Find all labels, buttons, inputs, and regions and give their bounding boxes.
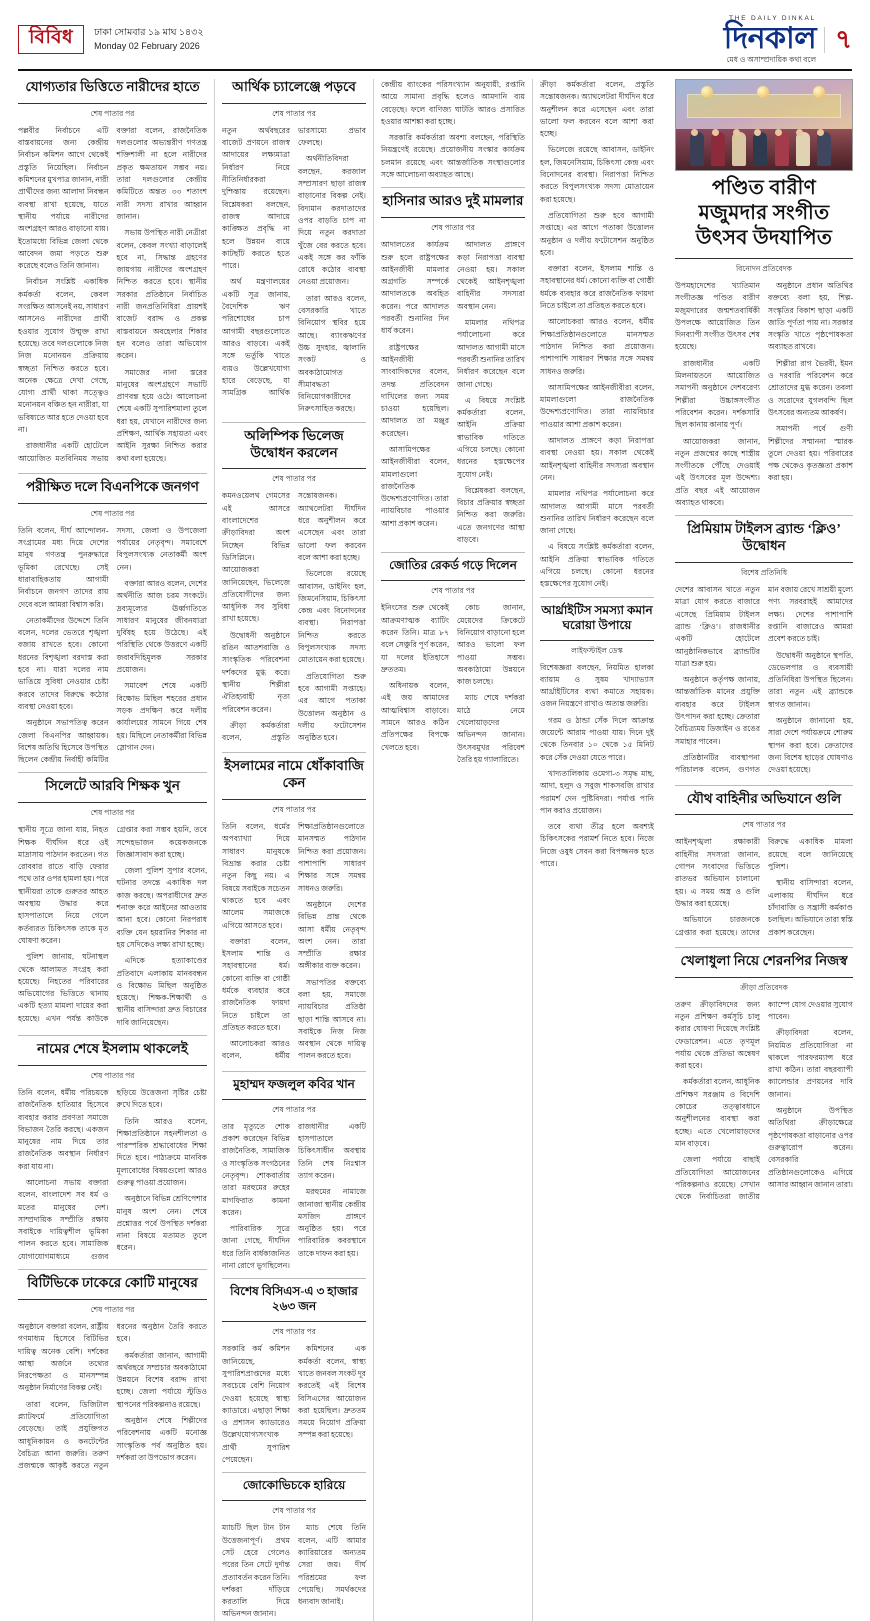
paragraph: পল্লবীর নির্বাচনে এটি বাস্তবায়নের জন্য কেন্দ্রীয় নির্বাচন কমিশন আগে থেকেই প্রস্তুতি নিয়েছিল। নির্বাচন কমিশনের মুখপাত্র জানান, নারী প্রার্থীদের জন্য আলাদা নিবন্ধন ব্যবস্থা রাখা হয়েছে, যাতে স্থানীয় পর্যায়ে নারীদের অংশগ্রহণ আরও বাড়ানো যায়। ইতোমধ্যে বিভিন্ন জেলা থেকে আবেদন জমা পড়তে শুরু করেছে বলেও তিনি জানান। bbox=[18, 125, 109, 271]
paragraph: নতুন অর্থবছরের বাজেট প্রণয়নে রাজস্ব আদায়ের লক্ষ্যমাত্রা নির্ধারণ নিয়ে নীতিনির্ধারকরা দুশ্চিন্তায় রয়েছেন। বিশ্লেষকরা বলছেন, রাজস্ব আদায়ে কাঙ্ক্ষিত প্রবৃদ্ধি না হলে উন্নয়ন ব্যয়ে কাটছাঁট করতে হতে পারে। bbox=[222, 125, 290, 271]
stage-light-icon bbox=[757, 86, 769, 98]
column-1 bbox=[18, 79, 214, 1621]
masthead bbox=[18, 16, 852, 71]
article-financial-challenge bbox=[222, 79, 366, 416]
article-body bbox=[222, 1343, 366, 1466]
divider bbox=[222, 1099, 366, 1100]
headline: আর্থিক চ্যালেঞ্জে পড়বে bbox=[232, 79, 356, 94]
paragraph: অনুষ্ঠানে প্রধান অতিথির বক্তব্যে বলা হয়, শিল্প-সংস্কৃতির বিকাশ ছাড়া একটি জাতি পূর্ণতা পায় না। সরকার সংস্কৃতি খাতে পৃষ্ঠপোষকতা অব্যাহত রাখবে। bbox=[768, 281, 853, 352]
paragraph: তিনি বলেন, দীর্ঘ আন্দোলন-সংগ্রামের মধ্য দিয়ে দেশের মানুষ গণতন্ত্র পুনরুদ্ধারে ভূমিকা রেখেছে। সেই ধারাবাহিকতায় আগামী নির্বাচনে জনগণ তাদের রায় দেবে বলে আমরা বিশ্বাস করি। bbox=[18, 525, 109, 609]
paragraph: সভায় উপস্থিত নারী নেত্রীরা বলেন, কেবল সংখ্যা বাড়ালেই হবে না, সিদ্ধান্ত গ্রহণের জায়গায় নারীদের অংশগ্রহণ নিশ্চিত করতে হবে। স্থানীয় সরকার প্রতিষ্ঠানে নির্বাচিত নারী জনপ্রতিনিধিরা প্রায়শই বাজেট বরাদ্দ ও প্রকল্প বাস্তবায়নে অবহেলার শিকার হন বলেও তারা অভিযোগ করেন। bbox=[116, 228, 207, 361]
festival-photo bbox=[675, 79, 853, 171]
paragraph: আদালতের কার্যক্রম শুরু হলে রাষ্ট্রপক্ষের আইনজীবী মামলার অগ্রগতি সম্পর্কে আদালতকে অবহিত করেন। পরে আদালত পরবর্তী শুনানির দিন ধার্য করেন। bbox=[381, 240, 449, 336]
article-islam-name bbox=[18, 1035, 207, 1263]
paragraph: ম্যাচ শেষে দর্শকরা মাঠে নেমে খেলোয়াড়দের অভিনন্দন জানান। উৎসবমুখর পরিবেশ তৈরি হয় গ্যালারিতে। bbox=[457, 693, 525, 764]
article-jyoti-record bbox=[381, 552, 525, 766]
paragraph: বক্তারা আরও বলেন, দেশের অর্থনীতি আজ চরম সংকটে। দ্রব্যমূল্যের ঊর্ধ্বগতিতে সাধারণ মানুষের জীবনযাত্রা দুর্বিষহ হয়ে উঠেছে। এই পরিস্থিতি থেকে উত্তরণে একটি জবাবদিহিমূলক সরকার প্রয়োজন। bbox=[116, 578, 207, 675]
byline: শেষ পাতার পর bbox=[272, 805, 316, 815]
paragraph: অভিযানে চারজনকে গ্রেপ্তার করা হয়েছে। তাদের বিরুদ্ধে একাধিক মামলা রয়েছে বলে জানিয়েছে পুলিশ। bbox=[675, 837, 853, 937]
paragraph: প্রতিষ্ঠানটির ব্যবস্থাপনা পরিচালক বলেন, গুণগত মান বজায় রেখে সাশ্রয়ী মূল্যে পণ্য সরবরাহই আমাদের লক্ষ্য। দেশের পাশাপাশি রপ্তানি বাজারেও আমরা প্রবেশ করতে চাই। bbox=[675, 585, 853, 775]
paragraph: কেন্দ্রীয় ব্যাংকের পরিসংখ্যান অনুযায়ী, রপ্তানি আয়ে সামান্য প্রবৃদ্ধি হলেও আমদানি ব্যয় বেড়েছে। ফলে বাণিজ্য ঘাটতি আরও প্রসারিত হওয়ার আশঙ্কা করা হচ্ছে। bbox=[381, 80, 525, 126]
divider bbox=[381, 217, 525, 218]
paragraph: অনুষ্ঠানে সভাপতিত্ব করেন জেলা বিএনপির আহ্বায়ক। বিশেষ অতিথি হিসেবে উপস্থিত ছিলেন কেন্দ্রীয় নির্বাহী কমিটির সদস্য, জেলা ও উপজেলা পর্যায়ের নেতৃবৃন্দ। সমাবেশে বিপুলসংখ্যক নেতাকর্মী অংশ নেন। bbox=[18, 525, 207, 765]
article-women-rights bbox=[18, 79, 207, 467]
paragraph: শিল্পীরা রাগ ভৈরবী, ইমন ও দরবারি পরিবেশন করে শ্রোতাদের মুগ্ধ করেন। তবলা ও সরোদের যুগলবন্দি ছিল উৎসবের অন্যতম আকর্ষণ। bbox=[768, 358, 853, 417]
byline: শেষ পাতার পর bbox=[272, 474, 316, 484]
paragraph: রাজধানীর একটি হোটেলে আয়োজিত মতবিনিময় সভায় বক্তারা বলেন, রাজনৈতিক দলগুলোর অভ্যন্তরীণ গণতন্ত্র শক্তিশালী না হলে নারীদের প্রকৃত ক্ষমতায়ন সম্ভব নয়। তারা দলগুলোর কেন্দ্রীয় কমিটিতে অন্তত ৩৩ শতাংশ নারী সদস্য রাখার আহ্বান জানান। bbox=[18, 125, 207, 463]
paragraph: তিনি বলেন, ধর্মের অপব্যাখ্যা দিয়ে সাধারণ মানুষকে বিভ্রান্ত করার চেষ্টা নতুন কিছু নয়। এ বিষয়ে সবাইকে সচেতন থাকতে হবে এবং আলেম সমাজকে এগিয়ে আসতে হবে। bbox=[222, 822, 290, 930]
divider bbox=[540, 640, 654, 641]
paragraph: অর্থ মন্ত্রণালয়ের একটি সূত্র জানায়, বৈদেশিক ঋণ পরিশোধের চাপ আগামী বছরগুলোতে আরও বাড়বে। একই সঙ্গে ভর্তুকি খাতে ব্যয়ও উল্লেখযোগ্য হারে বেড়েছে, যা সামগ্রিক আর্থিক ভারসাম্যে প্রভাব ফেলছে। bbox=[222, 125, 366, 398]
article-bnp bbox=[18, 473, 207, 767]
article-body bbox=[675, 999, 853, 1204]
masthead-dates bbox=[94, 26, 203, 54]
article-body bbox=[222, 1121, 366, 1273]
article-body bbox=[222, 490, 366, 746]
paragraph: কমিশনের এক কর্মকর্তা বলেন, স্বাস্থ্য খাতে জনবল সংকট দূর করতেই এই বিশেষ বিসিএসের আয়োজন করা হয়েছিল। দ্রুততম সময়ে নিয়োগ প্রক্রিয়া সম্পন্ন করা হয়েছে। bbox=[298, 1344, 366, 1440]
divider bbox=[18, 503, 207, 504]
byline: শেষ পাতার পর bbox=[431, 223, 475, 233]
byline: শেষ পাতার পর bbox=[742, 820, 786, 830]
article-body bbox=[222, 1522, 366, 1620]
column-5 bbox=[667, 79, 853, 1621]
column-4 bbox=[533, 79, 661, 1621]
paragraph: অনুষ্ঠানে জানানো হয়, সারা দেশে পর্যায়ক্রমে শোরুম স্থাপন করা হবে। ক্রেতাদের জন্য বিশেষ ছাড়ের ঘোষণাও দেওয়া হয়েছে। bbox=[768, 716, 853, 775]
paragraph: তবে ব্যথা তীব্র হলে অবশ্যই চিকিৎসকের পরামর্শ নিতে হবে। নিজে নিজে ওষুধ সেবন করা বিপজ্জনক হতে পারে। bbox=[540, 822, 654, 869]
headline: নামের শেষে ইসলাম থাকলেই bbox=[37, 1041, 188, 1057]
divider bbox=[222, 103, 366, 104]
article-hasina-cases bbox=[381, 187, 525, 546]
paragraph: সরকারি কর্ম কমিশন জানিয়েছে, সুপারিশপ্রাপ্তদের মধ্যে সবচেয়ে বেশি নিয়োগ দেওয়া হয়েছে স্বাস্থ্য ক্যাডারে। এছাড়া শিক্ষা ও প্রশাসন ক্যাডারেও উল্লেখযোগ্যসংখ্যক প্রার্থী সুপারিশ পেয়েছেন। bbox=[222, 1344, 290, 1465]
byline: শেষ পাতার পর bbox=[431, 586, 475, 596]
divider bbox=[222, 1500, 366, 1501]
headline: বিটিভিকে ঢাকেরে কোটি মানুষের bbox=[27, 1275, 198, 1291]
paragraph: মামলার নথিপত্র পর্যালোচনা করে আদালত আগামী মাসে পরবর্তী শুনানির তারিখ নির্ধারণ করেছেন বলে জানা গেছে। bbox=[457, 318, 526, 389]
person-figure bbox=[817, 132, 831, 166]
headline: হাসিনার আরও দুই মামলার bbox=[382, 193, 524, 209]
article-body bbox=[18, 1321, 207, 1473]
paragraph: নির্বাচন সংশ্লিষ্ট একাধিক কর্মকর্তা বলেন, কেবল সংরক্ষিত আসনেই নয়, সাধারণ আসনেও নারীদের প্রার্থী হওয়ার সুযোগ উন্মুক্ত রাখা হয়েছে। তবে দলগুলোকে নিজ নিজ মনোনয়ন প্রক্রিয়ায় স্বচ্ছতা নিশ্চিত করতে হবে। অনেক ক্ষেত্রে দেখা গেছে, যোগ্য প্রার্থী থাকা সত্ত্বেও মনোনয়ন বঞ্চিত হন নারীরা, যা ভবিষ্যতে আর হতে দেওয়া হবে না। bbox=[18, 277, 109, 434]
paragraph: অধিনায়ক বলেন, এই জয় আমাদের আত্মবিশ্বাস বাড়াবে। সামনে আরও কঠিন প্রতিপক্ষের বিপক্ষে খেলতে হবে। bbox=[381, 681, 449, 752]
article-body bbox=[222, 125, 366, 416]
article-body bbox=[381, 602, 525, 766]
divider bbox=[381, 552, 525, 553]
date-bengali: ঢাকা সোমবার ১৯ মাঘ ১৪৩২ bbox=[94, 27, 204, 38]
paragraph: তরুণ ক্রীড়াবিদদের জন্য নতুন প্রশিক্ষণ কর্মসূচি চালু করার ঘোষণা দিয়েছে সংশ্লিষ্ট ফেডারেশন। এতে তৃণমূল পর্যায় থেকে প্রতিভা অন্বেষণ করা হবে। bbox=[675, 999, 760, 1071]
paragraph: জেলা পুলিশ সুপার বলেন, ঘটনার তদন্তে একাধিক দল কাজ করছে। অপরাধীদের দ্রুত শনাক্ত করে আইনের আওতায় আনা হবে। কোনো নিরপরাধ ব্যক্তি যেন হয়রানির শিকার না হয় সেদিকেও লক্ষ্য রাখা হচ্ছে। bbox=[116, 866, 207, 949]
paragraph: আয়োজকরা জানান, নতুন প্রজন্মের কাছে শাস্ত্রীয় সংগীতকে পৌঁছে দেওয়াই এই উৎসবের মূল উদ্দেশ্য। প্রতি বছর এই আয়োজন অব্যাহত থাকবে। bbox=[675, 436, 760, 508]
divider bbox=[222, 1321, 366, 1322]
stage-light-icon bbox=[701, 86, 713, 98]
divider bbox=[675, 258, 853, 259]
paragraph: ইনিংসের শুরু থেকেই আক্রমণাত্মক ব্যাটিং করেন তিনি। মাত্র ৮৭ বলে সেঞ্চুরি পূর্ণ করেন, যা দলের ইতিহাসে দ্রুততম। bbox=[381, 603, 449, 674]
paragraph: অর্থনীতিবিদরা বলছেন, করজাল সম্প্রসারণ ছাড়া রাজস্ব বাড়ানোর বিকল্প নেই। বিদ্যমান করদাতাদের ওপর বাড়তি চাপ না দিয়ে নতুন করদাতা খুঁজে বের করতে হবে। একই সঙ্গে কর ফাঁকি রোধে কঠোর ব্যবস্থা নেওয়া প্রয়োজন। bbox=[298, 154, 366, 287]
paragraph: এ বিষয়ে সংশ্লিষ্ট কর্মকর্তারা বলেন, আইনি প্রক্রিয়া স্বাভাবিক গতিতে এগিয়ে চলছে। কোনো ধরনের হস্তক্ষেপের সুযোগ নেই। bbox=[540, 542, 654, 589]
divider bbox=[18, 103, 207, 104]
brand-block bbox=[724, 16, 816, 63]
photo-feature-headline: পণ্ডিত বারীণ মজুমদার সংগীত উৎসব উদযাপিত bbox=[695, 177, 833, 249]
divider bbox=[675, 947, 853, 948]
divider bbox=[675, 515, 853, 516]
paragraph: আলোচনা সভায় বক্তারা বলেন, বাংলাদেশ সব ধর্ম ও মতের মানুষের দেশ। সাম্প্রদায়িক সম্প্রীতি রক্ষায় সবাইকে দায়িত্বশীল ভূমিকা পালন করতে হবে। সামাজিক যোগাযোগমাধ্যমে গুজব ছড়িয়ে উত্তেজনা সৃষ্টির চেষ্টা রুখে দিতে হবে। bbox=[18, 1087, 207, 1261]
paragraph: কোচ জানান, মেয়েদের ক্রিকেটে বিনিয়োগ বাড়ানো হলে আরও ভালো ফল পাওয়া সম্ভব। অবকাঠামো উন্নয়নে কাজ চলছে। bbox=[457, 603, 525, 687]
headline: আর্থ্রাইটিস সমস্যা কমান ঘরোয়া উপায়ে bbox=[541, 602, 653, 632]
divider bbox=[381, 187, 525, 188]
paragraph: ক্রীড়া কর্মকর্তারা বলেন, প্রস্তুতি সন্তোষজনক। অ্যাথলেটরা দীর্ঘদিন ধরে অনুশীলন করে এসেছেন এবং তারা ভালো ফল করবেন বলে আশা করা হচ্ছে। bbox=[540, 80, 654, 139]
paragraph: ভিলেজে রয়েছে আবাসন, ডাইনিং হল, জিমনেসিয়াম, চিকিৎসা কেন্দ্র এবং বিনোদনের ব্যবস্থা। নিরাপত্তা নিশ্চিত করতে বিপুলসংখ্যক সদস্য মোতায়েন করা হয়েছে। bbox=[298, 569, 366, 665]
byline: লাইফস্টাইল ডেস্ক bbox=[571, 645, 623, 655]
article-body bbox=[381, 239, 525, 546]
byline: শেষ পাতার পর bbox=[272, 108, 316, 118]
brand-kicker: THE DAILY DINKAL bbox=[729, 15, 817, 22]
paragraph: পুলিশ জানায়, ঘটনাস্থল থেকে আলামত সংগ্রহ করা হয়েছে। নিহতের পরিবারের অভিযোগের ভিত্তিতে থানায় একটি হত্যা মামলা দায়ের করা হয়েছে। এখন পর্যন্ত কাউকে গ্রেপ্তার করা সম্ভব হয়নি, তবে সন্দেহভাজন কয়েকজনকে জিজ্ঞাসাবাদ করা হচ্ছে। bbox=[18, 825, 207, 1023]
byline: বিনোদন প্রতিবেদক bbox=[735, 264, 793, 273]
divider bbox=[540, 597, 654, 598]
paragraph: রাজধানীর একটি মিলনায়তনে আয়োজিত সমাপনী অনুষ্ঠানে দেশবরেণ্য শিল্পীরা উচ্চাঙ্গসংগীত পরিবেশন করেন। দর্শকসারি ছিল কানায় কানায় পূর্ণ। bbox=[675, 358, 760, 430]
paragraph: মরহুমের নামাজে জানাজা স্থানীয় কেন্দ্রীয় মসজিদ প্রাঙ্গণে অনুষ্ঠিত হয়। পরে পারিবারিক কবরস্থানে তাকে দাফন করা হয়। bbox=[298, 1187, 366, 1258]
paragraph: সভাপতির বক্তব্যে বলা হয়, সমাজে ন্যায়বিচার প্রতিষ্ঠা ছাড়া শান্তি আসবে না। সবাইকে নিজ নিজ অবস্থান থেকে দায়িত্ব পালন করতে হবে। bbox=[298, 977, 366, 1061]
divider bbox=[18, 1269, 207, 1270]
paragraph: তারা বলেন, ডিজিটাল প্ল্যাটফর্মে প্রতিযোগিতা বেড়েছে। তাই প্রযুক্তিগত আধুনিকায়ন ও কনটেন্টের বৈচিত্র্য আনা জরুরি। তরুণ প্রজন্মকে আকৃষ্ট করতে নতুন ধরনের অনুষ্ঠান তৈরি করতে হবে। bbox=[18, 1321, 207, 1471]
paragraph: আলোচকরা আরও বলেন, ধর্মীয় শিক্ষাপ্রতিষ্ঠানগুলোতে মানসম্মত পাঠদান নিশ্চিত করা প্রয়োজন। পাশাপাশি সাধারণ শিক্ষার সঙ্গে সমন্বয় সাধনও জরুরি। bbox=[540, 317, 654, 376]
divider bbox=[675, 562, 853, 563]
paragraph: স্থানীয় বাসিন্দারা বলেন, এলাকায় দীর্ঘদিন ধরে চাঁদাবাজি ও সন্ত্রাসী কর্মকাণ্ড চলছিল। অভিযানে তারা স্বস্তি প্রকাশ করেছেন। bbox=[768, 878, 853, 937]
byline: শেষ পাতার পর bbox=[90, 1070, 135, 1080]
paragraph: আসামিপক্ষের আইনজীবীরা বলেন, মামলাগুলো রাজনৈতিক উদ্দেশ্যপ্রণোদিত। তারা ন্যায়বিচার পাওয়ার আশা প্রকাশ করেন। bbox=[381, 445, 449, 528]
paragraph: উদ্বোধনী অনুষ্ঠানে রঙিন আতশবাজি ও সাংস্কৃতিক পরিবেশনা দর্শকদের মুগ্ধ করে। স্থানীয় শিল্পীরা ঐতিহ্যবাহী নৃত্য পরিবেশন করেন। bbox=[222, 630, 290, 714]
divider bbox=[222, 799, 366, 800]
paragraph: আদালত প্রাঙ্গণে কড়া নিরাপত্তা ব্যবস্থা নেওয়া হয়। সকাল থেকেই আইনশৃঙ্খলা বাহিনীর সদস্যরা অবস্থান নেন। bbox=[540, 436, 654, 482]
column-3 bbox=[374, 79, 532, 1621]
paragraph: কমনওয়েলথ গেমসের এই আসরে বাংলাদেশের ক্রীড়াবিদরা অংশ নিচ্ছেন বিভিন্ন ডিসিপ্লিনে। আয়োজকরা জানিয়েছেন, ভিলেজে প্রতিযোগীদের জন্য আধুনিক সব সুবিধা রাখা হয়েছে। bbox=[222, 491, 290, 624]
headline: জোতির রেকর্ড গড়ে দিলেন bbox=[389, 558, 517, 573]
byline: শেষ পাতার পর bbox=[272, 1506, 316, 1516]
paragraph: খাদ্যতালিকায় ওমেগা-৩ সমৃদ্ধ মাছ, আদা, হলুদ ও সবুজ শাকসবজি রাখার পরামর্শ দেন পুষ্টিবিদরা। পর্যাপ্ত পানি পান করাও প্রয়োজন। bbox=[540, 768, 654, 815]
paragraph: বক্তারা বলেন, ইসলাম শান্তি ও সহাবস্থানের ধর্ম। কোনো ব্যক্তি বা গোষ্ঠী ধর্মকে ব্যবহার করে রাজনৈতিক ফায়দা নিতে চাইলে তা প্রতিহত করতে হবে। bbox=[540, 264, 654, 311]
article-body-continued bbox=[540, 79, 654, 591]
article-body bbox=[222, 821, 366, 1065]
article-arthritis bbox=[540, 597, 654, 871]
column-2 bbox=[215, 79, 373, 1621]
paragraph: সমাজের নানা স্তরের মানুষের অংশগ্রহণে সভাটি প্রাণবন্ত হয়ে ওঠে। আলোচনা শেষে একটি সুপারিশমালা তুলে ধরা হয়, যেখানে নারীদের জন্য প্রশিক্ষণ, আর্থিক সহায়তা এবং আইনি সুরক্ষা নিশ্চিত করার কথা বলা হয়েছে। bbox=[116, 367, 207, 463]
person-figure bbox=[732, 132, 746, 166]
article-body bbox=[18, 824, 207, 1029]
article-body bbox=[18, 525, 207, 767]
paragraph: স্থানীয় সূত্রে জানা যায়, নিহত শিক্ষক দীর্ঘদিন ধরে ওই মাদ্রাসায় পাঠদান করতেন। গত রোববার রাতে বাড়ি ফেরার পথে তার ওপর হামলা হয়। পরে স্থানীয়রা তাকে গুরুতর আহত অবস্থায় উদ্ধার করে হাসপাতালে নিয়ে গেলে কর্তব্যরত চিকিৎসক তাকে মৃত ঘোষণা করেন। bbox=[18, 825, 109, 945]
article-islam-deception bbox=[222, 752, 366, 1064]
headline: প্রিমিয়াম টাইলস ব্র্যান্ড ‘ক্লিও’ উদ্বোধন bbox=[687, 521, 841, 554]
headline: সিলেটে আরবি শিক্ষক খুন bbox=[45, 778, 180, 794]
divider bbox=[18, 1065, 207, 1066]
person-figure bbox=[775, 132, 789, 166]
paragraph: সমাবেশ শেষে একটি বিক্ষোভ মিছিল শহরের প্রধান সড়ক প্রদক্ষিণ করে দলীয় কার্যালয়ের সামনে গিয়ে শেষ হয়। মিছিলে নেতাকর্মীরা বিভিন্ন স্লোগান দেন। bbox=[116, 681, 207, 752]
person-figure bbox=[796, 132, 810, 166]
byline: শেষ পাতার পর bbox=[90, 808, 135, 818]
paragraph: ক্রীড়াবিদরা বলেন, নিয়মিত প্রতিযোগিতা না থাকলে পারফরম্যান্স ধরে রাখা কঠিন। তারা বছরব্যাপী ক্যালেন্ডার প্রণয়নের দাবি জানান। bbox=[768, 1028, 853, 1099]
headline: জোকোভিচকে হারিয়ে bbox=[242, 1478, 346, 1493]
article-bcs bbox=[222, 1278, 366, 1466]
paragraph: নেতাকর্মীদের উদ্দেশে তিনি বলেন, দলের ভেতরে শৃঙ্খলা বজায় রাখতে হবে। কোনো ধরনের বিশৃঙ্খলা বরদাস্ত করা হবে না। যারা দলের নাম ভাঙিয়ে সুবিধা নেওয়ার চেষ্টা করবে তাদের বিরুদ্ধে কঠোর ব্যবস্থা নেওয়া হবে। bbox=[18, 615, 109, 711]
article-tiles-brand bbox=[675, 515, 853, 778]
headline: যৌথ বাহিনীর অভিযানে গুলি bbox=[686, 790, 842, 806]
divider bbox=[18, 802, 207, 803]
divider bbox=[675, 785, 853, 786]
paragraph: অনুষ্ঠানে বক্তারা বলেন, রাষ্ট্রীয় গণমাধ্যম হিসেবে বিটিভির দায়িত্ব অনেক বেশি। দর্শকের আস্থা অর্জনে তথ্যের নিরপেক্ষতা ও মানসম্পন্ন অনুষ্ঠান নির্মাণের বিকল্প নেই। bbox=[18, 1321, 109, 1393]
article-joint-forces bbox=[675, 785, 853, 941]
paragraph: রাষ্ট্রপক্ষের আইনজীবী সাংবাদিকদের বলেন, তদন্ত প্রতিবেদন দাখিলের জন্য সময় চাওয়া হয়েছিল। আদালত তা মঞ্জুর করেছেন। bbox=[381, 342, 449, 438]
paragraph: তিনি আরও বলেন, শিক্ষাপ্রতিষ্ঠানে সহনশীলতা ও পারস্পরিক শ্রদ্ধাবোধের শিক্ষা দিতে হবে। পাঠ্যক্রমে মানবিক মূল্যবোধের বিষয়গুলো আরও গুরুত্ব পাওয়া প্রয়োজন। bbox=[116, 1116, 207, 1187]
headline: মুহাম্মদ ফজলুল কবির খান bbox=[233, 1076, 355, 1091]
person-figure bbox=[711, 132, 725, 166]
paragraph: আলোচকরা আরও বলেন, ধর্মীয় শিক্ষাপ্রতিষ্ঠানগুলোতে মানসম্মত পাঠদান নিশ্চিত করা প্রয়োজন। পাশাপাশি সাধারণ শিক্ষার সঙ্গে সমন্বয় সাধনও জরুরি। bbox=[222, 822, 366, 1061]
article-body bbox=[540, 662, 654, 871]
paragraph: এ বিষয়ে সংশ্লিষ্ট কর্মকর্তারা বলেন, আইনি প্রক্রিয়া স্বাভাবিক গতিতে এগিয়ে চলছে। কোনো ধরনের হস্তক্ষেপের সুযোগ নেই। bbox=[457, 395, 525, 479]
paragraph: উদ্বোধনী অনুষ্ঠানে স্থপতি, ডেভেলপার ও ব্যবসায়ী প্রতিনিধিরা উপস্থিত ছিলেন। তারা নতুন এই ব্র্যান্ডকে স্বাগত জানান। bbox=[768, 650, 853, 709]
paragraph: ম্যাচটি ছিল টান টান উত্তেজনাপূর্ণ। প্রথম সেট হেরে গেলেও পরের তিন সেটে দুর্দান্ত প্রত্যাবর্তন করেন তিনি। দর্শকরা দাঁড়িয়ে করতালি দিয়ে অভিনন্দন জানান। bbox=[222, 1523, 290, 1619]
paragraph: অনুষ্ঠানে দেশের বিভিন্ন প্রান্ত থেকে আসা ধর্মীয় নেতৃবৃন্দ অংশ নেন। তারা সম্প্রীতি রক্ষার অঙ্গীকার ব্যক্ত করেন। bbox=[298, 899, 366, 971]
paragraph: বক্তারা বলেন, ইসলাম শান্তি ও সহাবস্থানের ধর্ম। কোনো ব্যক্তি বা গোষ্ঠী ধর্মকে ব্যবহার করে রাজনৈতিক ফায়দা নিতে চাইলে তা প্রতিহত করতে হবে। bbox=[222, 936, 290, 1032]
paragraph: বিশ্লেষকরা বলছেন, বিচার প্রক্রিয়ার স্বচ্ছতা নিশ্চিত করা জরুরি। এতে জনগণের আস্থা বাড়বে। bbox=[457, 485, 525, 545]
paragraph: তারা আরও বলেন, বেসরকারি খাতে বিনিয়োগ স্থবির হয়ে আছে। ব্যাংকঋণের উচ্চ সুদহার, জ্বালানি সংকট ও অবকাঠামোগত সীমাবদ্ধতা বিনিয়োগকারীদের নিরুৎসাহিত করছে। bbox=[298, 293, 366, 414]
paragraph: অনুষ্ঠানে বিভিন্ন শ্রেণিপেশার মানুষ অংশ নেন। শেষে প্রশ্নোত্তর পর্বে উপস্থিত দর্শকরা নানা বিষয়ে মতামত তুলে ধরেন। bbox=[116, 1194, 207, 1253]
paragraph: সরকারি কর্মকর্তারা অবশ্য বলছেন, পরিস্থিতি নিয়ন্ত্রণেই রয়েছে। প্রয়োজনীয় সংস্কার কার্যক্রম চলমান রয়েছে এবং আন্তর্জাতিক সংস্থাগুলোর সঙ্গে আলোচনা অব্যাহত আছে। bbox=[381, 133, 525, 180]
paragraph: ক্রীড়া কর্মকর্তারা বলেন, প্রস্তুতি সন্তোষজনক। অ্যাথলেটরা দীর্ঘদিন ধরে অনুশীলন করে এসেছেন এবং তারা ভালো ফল করবেন বলে আশা করা হচ্ছে। bbox=[222, 491, 366, 743]
person-figure bbox=[753, 132, 767, 166]
divider bbox=[222, 1278, 366, 1279]
article-body-continued bbox=[381, 79, 525, 181]
article-body bbox=[675, 280, 853, 509]
article-obituary bbox=[222, 1071, 366, 1273]
content-grid bbox=[18, 79, 853, 1619]
paragraph: আইনশৃঙ্খলা রক্ষাকারী বাহিনীর সদস্যরা জানান, গোপন সংবাদের ভিত্তিতে রাতভর অভিযান চালানো হয়। এ সময় অস্ত্র ও গুলি উদ্ধার করা হয়েছে। bbox=[675, 837, 760, 908]
headline: অলিম্পিক ভিলেজ উদ্বোধন করলেন bbox=[244, 427, 344, 460]
paragraph: অনুষ্ঠান শেষে শিল্পীদের পরিবেশনায় একটি মনোজ্ঞ সাংস্কৃতিক পর্ব অনুষ্ঠিত হয়। দর্শকরা তা উপভোগ করেন। bbox=[116, 1416, 207, 1462]
article-body bbox=[18, 1087, 207, 1263]
byline: বিশেষ প্রতিনিধি bbox=[740, 568, 788, 578]
headline: খেলাধুলা নিয়ে শেরনপির নিজস্ব bbox=[680, 952, 848, 968]
divider bbox=[675, 977, 853, 978]
divider bbox=[381, 580, 525, 581]
paragraph: উপমহাদেশের খ্যাতিমান সংগীতজ্ঞ পণ্ডিত বারীণ মজুমদারের জন্মশতবার্ষিকী উপলক্ষে আয়োজিত তিন দিনব্যাপী সংগীত উৎসব শেষ হয়েছে। bbox=[675, 281, 760, 352]
section-badge: বিবিধ bbox=[18, 25, 84, 54]
paragraph: অনুষ্ঠানে উপস্থিত অতিথিরা ক্রীড়াক্ষেত্রে পৃষ্ঠপোষকতা বাড়ানোর ওপর গুরুত্বারোপ করেন। বেসরকারি প্রতিষ্ঠানগুলোকেও এগিয়ে আসার আহ্বান জানান তারা। bbox=[768, 1106, 853, 1189]
divider bbox=[18, 772, 207, 773]
date-english: Monday 02 February 2026 bbox=[94, 40, 200, 51]
byline: ক্রীড়া প্রতিবেদক bbox=[740, 982, 788, 992]
divider bbox=[222, 1472, 366, 1473]
article-djokovic bbox=[222, 1472, 366, 1620]
headline: ইসলামের নামে ধোঁকাবাজি কেন bbox=[224, 758, 364, 791]
article-olympic-village bbox=[222, 422, 366, 747]
divider bbox=[675, 814, 853, 815]
byline: শেষ পাতার পর bbox=[90, 108, 135, 118]
divider bbox=[222, 1071, 366, 1072]
paragraph: প্রতিযোগিতা শুরু হবে আগামী সপ্তাহে। এর আগে পতাকা উত্তোলন অনুষ্ঠান ও দলীয় ফটোসেশন অনুষ্ঠিত হবে। bbox=[298, 671, 366, 743]
byline: শেষ পাতার পর bbox=[90, 1304, 135, 1314]
article-body bbox=[18, 125, 207, 467]
paragraph: কর্মকর্তারা বলেন, আধুনিক প্রশিক্ষণ সরঞ্জাম ও বিদেশি কোচের তত্ত্বাবধানে অনুশীলনের ব্যবস্থা করা হচ্ছে। এতে খেলোয়াড়দের মান বাড়বে। bbox=[675, 1077, 760, 1148]
headline: যোগ্যতার ভিত্তিতে নারীদের হাতে bbox=[25, 79, 200, 94]
divider bbox=[222, 422, 366, 423]
byline: শেষ পাতার পর bbox=[272, 1104, 316, 1114]
paragraph: অনুষ্ঠানে কর্তৃপক্ষ জানায়, আন্তর্জাতিক মানের প্রযুক্তি ব্যবহার করে টাইলস উৎপাদন করা হচ্ছে। ক্রেতারা বৈচিত্র্যময় ডিজাইন ও রঙের সমাহার পাবেন। bbox=[675, 675, 760, 746]
page-number: ৭ bbox=[824, 27, 852, 53]
article-body bbox=[675, 584, 853, 778]
person-head bbox=[691, 129, 698, 136]
paragraph: গরম ও ঠান্ডা সেঁক দিলে আক্রান্ত জয়েন্টে আরাম পাওয়া যায়। দিনে দুই থেকে তিনবার ১০ থেকে ১৫ মিনিট করে সেঁক দেওয়া যেতে পারে। bbox=[540, 715, 654, 762]
divider bbox=[18, 1035, 207, 1036]
headline: পরীক্ষিত দলে বিএনপিকে জনগণ bbox=[26, 478, 199, 494]
divider bbox=[18, 473, 207, 474]
brand-title: দিনকাল bbox=[723, 21, 817, 55]
paragraph: পারিবারিক সূত্রে জানা গেছে, দীর্ঘদিন ধরে তিনি বার্ধক্যজনিত নানা রোগে ভুগছিলেন। রাজধানীর একটি হাসপাতালে চিকিৎসাধীন অবস্থায় তিনি শেষ নিঃশ্বাস ত্যাগ করেন। bbox=[222, 1121, 366, 1271]
paragraph: মামলার নথিপত্র পর্যালোচনা করে আদালত আগামী মাসে পরবর্তী শুনানির তারিখ নির্ধারণ করেছেন বলে জানা গেছে। bbox=[540, 489, 654, 536]
paragraph: তার মৃত্যুতে শোক প্রকাশ করেছেন বিভিন্ন রাজনৈতিক, সামাজিক ও সাংস্কৃতিক সংগঠনের নেতৃবৃন্দ। শোকবার্তায় তারা মরহুমের রুহের মাগফিরাত কামনা করেন। bbox=[222, 1121, 290, 1217]
article-sylhet-teacher-murder bbox=[18, 772, 207, 1029]
paragraph: সমাপনী পর্বে গুণী শিল্পীদের সম্মাননা স্মারক তুলে দেওয়া হয়। পরিবারের পক্ষ থেকেও কৃতজ্ঞতা প্রকাশ করা হয়। bbox=[768, 424, 853, 483]
masthead-right bbox=[724, 16, 852, 63]
person-figure bbox=[690, 132, 704, 166]
paragraph: প্রতিযোগিতা শুরু হবে আগামী সপ্তাহে। এর আগে পতাকা উত্তোলন অনুষ্ঠান ও দলীয় ফটোসেশন অনুষ্ঠিত হবে। bbox=[540, 210, 654, 257]
byline: শেষ পাতার পর bbox=[272, 1327, 316, 1337]
byline: শেষ পাতার পর bbox=[90, 508, 135, 518]
paragraph: বিশেষজ্ঞরা বলছেন, নিয়মিত হালকা ব্যায়াম ও সুষম খাদ্যাভ্যাস আর্থ্রাইটিসের ব্যথা কমাতে সহায়ক। ওজন নিয়ন্ত্রণে রাখাও অত্যন্ত জরুরি। bbox=[540, 662, 654, 709]
paragraph: কর্মকর্তারা জানান, আগামী অর্থবছরে সম্প্রচার অবকাঠামো উন্নয়নে বিশেষ বরাদ্দ রাখা হচ্ছে। জেলা পর্যায়ে স্টুডিও স্থাপনের পরিকল্পনাও রয়েছে। bbox=[116, 1350, 207, 1409]
divider bbox=[222, 752, 366, 753]
masthead-left bbox=[18, 25, 204, 54]
paragraph: ম্যাচ শেষে তিনি বলেন, এটি আমার ক্যারিয়ারের অন্যতম সেরা জয়। দীর্ঘ পরিশ্রমের ফল পেয়েছি। সমর্থকদের ধন্যবাদ জানাই। bbox=[298, 1523, 366, 1607]
paragraph: জেলা পর্যায়ে বাছাই প্রতিযোগিতা আয়োজনের পরিকল্পনাও রয়েছে। সেখান থেকে নির্বাচিতরা জাতীয় ক্যাম্পে যোগ দেওয়ার সুযোগ পাবেন। bbox=[675, 999, 853, 1202]
paragraph: আদালত প্রাঙ্গণে কড়া নিরাপত্তা ব্যবস্থা নেওয়া হয়। সকাল থেকেই আইনশৃঙ্খলা বাহিনীর সদস্যরা অবস্থান নেন। bbox=[457, 240, 525, 311]
brand-tagline: মেধ‌ ও অসাম্প্রদায়িক কথা বলে bbox=[726, 54, 817, 64]
article-body bbox=[675, 836, 853, 940]
paragraph: এদিকে হত্যাকাণ্ডের প্রতিবাদে এলাকায় মানববন্ধন ও বিক্ষোভ মিছিল অনুষ্ঠিত হয়েছে। শিক্ষক-শিক্ষার্থী ও স্থানীয় বাসিন্দারা দ্রুত বিচারের দাবি জানিয়েছেন। bbox=[116, 956, 207, 1027]
paragraph: দেশের আবাসন খাতে নতুন মাত্রা যোগ করতে বাজারে এসেছে প্রিমিয়াম টাইলস ব্র্যান্ড ‘ক্লিও’। রাজধানীর একটি হোটেলে আনুষ্ঠানিকভাবে ব্র্যান্ডটির যাত্রা শুরু হয়। bbox=[675, 585, 760, 668]
article-btv bbox=[18, 1269, 207, 1472]
divider bbox=[222, 468, 366, 469]
divider bbox=[18, 1299, 207, 1300]
headline: বিশেষ বিসিএস-এ ৩ হাজার ২৬৩ জন bbox=[230, 1284, 358, 1314]
paragraph: তিনি বলেন, ধর্মীয় পরিচয়কে রাজনৈতিক হাতিয়ার হিসেবে ব্যবহার করার প্রবণতা সমাজে বিভাজন তৈরি করছে। একজন মানুষের নাম দিয়ে তার রাজনৈতিক অবস্থান নির্ধারণ করা যায় না। bbox=[18, 1087, 109, 1171]
paragraph: আসামিপক্ষের আইনজীবীরা বলেন, মামলাগুলো রাজনৈতিক উদ্দেশ্যপ্রণোদিত। তারা ন্যায়বিচার পাওয়ার আশা প্রকাশ করেন। bbox=[540, 382, 654, 429]
paragraph: ভিলেজে রয়েছে আবাসন, ডাইনিং হল, জিমনেসিয়াম, চিকিৎসা কেন্দ্র এবং বিনোদনের ব্যবস্থা। নিরাপত্তা নিশ্চিত করতে বিপুলসংখ্যক সদস্য মোতায়েন করা হয়েছে। bbox=[540, 145, 654, 204]
article-sports-feature bbox=[675, 947, 853, 1204]
